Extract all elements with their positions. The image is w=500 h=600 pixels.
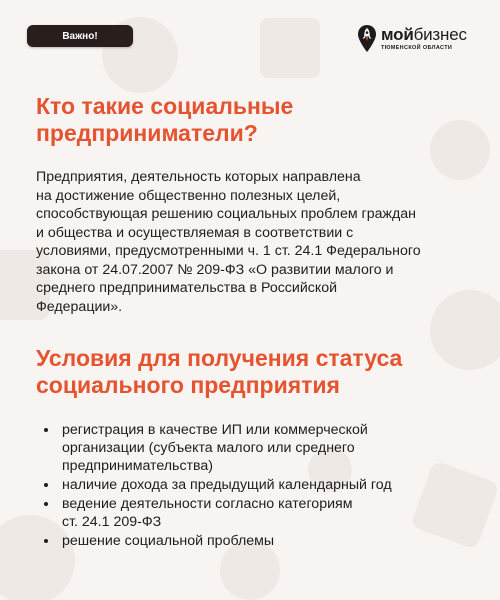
paragraph-line: Федерации». [36, 298, 123, 315]
paragraph-line: среднего предпринимательства в Российской [36, 280, 338, 296]
list-item-line: ведение деятельности согласно категориям [62, 496, 353, 512]
logo-brand-rest: бизнес [413, 25, 467, 45]
list-item-line: предпринимательства) [62, 458, 214, 474]
section2-title-line2: социального предприятия [36, 372, 340, 398]
paragraph-line: способствующая решению социальных проблем граждан [36, 206, 416, 222]
paragraph-line: и общества и осуществляемая в соответствии с [36, 224, 354, 241]
paragraph-line: Предприятия, деятельность которых направлена [36, 169, 361, 185]
logo [357, 22, 477, 56]
section1-title-line1: Кто такие социальные [36, 93, 294, 119]
list-item [36, 532, 476, 550]
list-item [36, 476, 476, 494]
list-item-line: ст. 24.1 209-ФЗ [62, 514, 162, 530]
logo-brand-bold: мой [381, 25, 414, 45]
logo-subtitle: ТЮМЕНСКОЙ ОБЛАСТИ [381, 45, 453, 52]
section1-paragraph [36, 168, 476, 316]
list-item [36, 495, 476, 531]
paragraph-line: на достижение общественно полезных целей, [36, 187, 341, 204]
list-item-line: организации (субъекта малого или среднего [62, 440, 355, 456]
important-badge: Важно! [27, 25, 133, 47]
paragraph-line: условиями, предусмотренными ч. 1 ст. 24.1 Федерального [36, 243, 421, 259]
rocket-pin-icon [357, 24, 377, 54]
list-item-line: решение социальной проблемы [62, 533, 275, 549]
paragraph-line: закона от 24.07.2007 № 209-ФЗ «О развитии малого и [36, 261, 394, 278]
list-item [36, 421, 476, 475]
conditions-list [36, 421, 476, 551]
list-item-line: регистрация в качестве ИП или коммерческой [62, 422, 368, 438]
section1-title [36, 93, 476, 147]
section2-title [36, 345, 476, 399]
section2-title-line1: Условия для получения статуса [36, 345, 403, 371]
list-item-line: наличие дохода за предыдущий календарный год [62, 477, 392, 493]
section1-title-line2: предприниматели? [36, 120, 258, 146]
